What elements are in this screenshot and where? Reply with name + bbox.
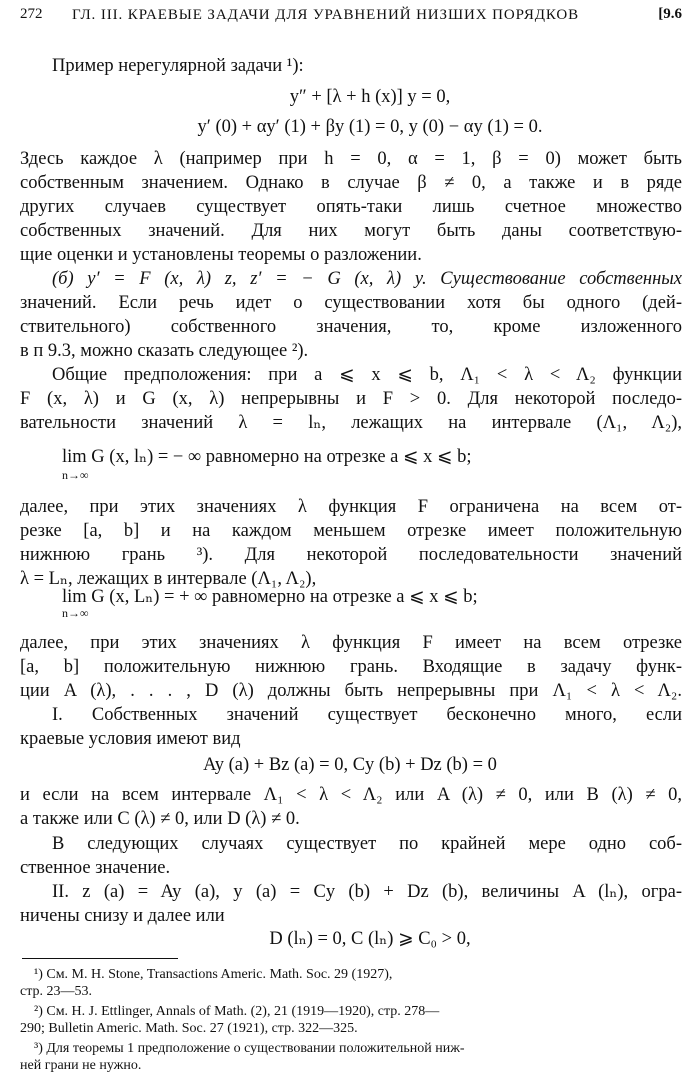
text-line: [a, b] положительную нижнюю грань. Входящие в задачу функ- [20, 657, 682, 677]
footnote: ¹) См. M. H. Stone, Transactions Americ. Math. Soc. 29 (1927), [34, 967, 393, 982]
equation: D (lₙ) = 0, C (lₙ) ⩾ C₀ > 0, [269, 929, 471, 949]
page-number: 272 [20, 6, 43, 22]
footnote-rule [22, 958, 178, 959]
text-line: собственных значений. Для них могут быть даны соответствую- [20, 221, 682, 241]
limit-subscript: n→∞ [62, 606, 89, 620]
text-line: Пример нерегулярной задачи ¹): [52, 56, 304, 76]
footnote: ²) См. H. J. Ettlinger, Annals of Math. (2), 21 (1919—1920), стр. 278— [34, 1004, 440, 1019]
text-line: λ = Lₙ, лежащих в интервале (Λ₁, Λ₂), [20, 569, 317, 589]
limit-subscript: n→∞ [62, 468, 89, 482]
text-line: Общие предположения: при a ⩽ x ⩽ b, Λ₁ < λ < Λ₂ функции [52, 365, 682, 385]
text-line: ции A (λ), . . . , D (λ) должны быть непрерывны при Λ₁ < λ < Λ₂. [20, 681, 682, 701]
text-line: ственное значение. [20, 858, 171, 878]
text-line: В следующих случаях существует по крайней мере одно соб- [52, 834, 682, 854]
text-line: резке [a, b] и на каждом меньшем отрезке имеет положительную [20, 521, 682, 541]
equation: y″ + [λ + h (x)] y = 0, [289, 87, 451, 107]
text-line: в п 9.3, можно сказать следующее ²). [20, 341, 309, 361]
subsection-heading: (б) y′ = F (x, λ) z, z′ = − G (x, λ) y. Существование собственных [52, 269, 682, 289]
text-line: щие оценки и установлены теоремы о разложении. [20, 245, 422, 265]
text-line: собственным значением. Однако в случае β ≠ 0, а также и в ряде [20, 173, 682, 193]
text-line: ствительного) собственного значения, то, кроме изложенного [20, 317, 682, 337]
text-line: краевые условия имеют вид [20, 729, 241, 749]
text-line: и если на всем интервале Λ₁ < λ < Λ₂ или A (λ) ≠ 0, или B (λ) ≠ 0, [20, 785, 682, 805]
text-line: II. z (a) = Ay (a), y (a) = Cy (b) + Dz (b), величины A (lₙ), огра- [52, 882, 682, 902]
text-line: F (x, λ) и G (x, λ) непрерывны и F > 0. Для некоторой последо- [20, 389, 682, 409]
text-line: I. Собственных значений существует бесконечно много, если [52, 705, 682, 725]
running-header [20, 6, 682, 26]
text-line: а также или C (λ) ≠ 0, или D (λ) ≠ 0. [20, 809, 300, 829]
text-line: Здесь каждое λ (например при h = 0, α = 1, β = 0) может быть [20, 149, 682, 169]
section-marker: [9.6 [658, 6, 682, 22]
text-line: других случаев существует опять-таки лишь счетное множество [20, 197, 682, 217]
chapter-title: ГЛ. III. КРАЕВЫЕ ЗАДАЧИ ДЛЯ УРАВНЕНИЙ НИЗШИХ ПОРЯДКОВ [72, 7, 580, 23]
text-line: значений. Если речь идет о существовании хотя бы одного (дей- [20, 293, 682, 313]
equation: lim G (x, Lₙ) = + ∞ равномерно на отрезке a ⩽ x ⩽ b; [62, 587, 478, 607]
equation: Ay (a) + Bz (a) = 0, Cy (b) + Dz (b) = 0 [203, 755, 497, 775]
footnote: ³) Для теоремы 1 предположение о существовании положительной ниж- [34, 1041, 465, 1056]
equation: lim G (x, lₙ) = − ∞ равномерно на отрезке a ⩽ x ⩽ b; [62, 447, 472, 467]
equation: y′ (0) + αy′ (1) + βy (1) = 0, y (0) − αy (1) = 0. [197, 117, 543, 137]
text-line: далее, при этих значениях λ функция F ограничена на всем от- [20, 497, 682, 517]
text-line: далее, при этих значениях λ функция F имеет на всем отрезке [20, 633, 682, 653]
text-line: вательности значений λ = lₙ, лежащих на интервале (Λ₁, Λ₂), [20, 413, 682, 433]
text-line: ничены снизу и далее или [20, 906, 225, 926]
footnote: стр. 23—53. [20, 984, 93, 999]
footnote: ней грани не нужно. [20, 1058, 142, 1073]
text-line: нижнюю грань ³). Для некоторой последовательности значений [20, 545, 682, 565]
footnote: 290; Bulletin Americ. Math. Soc. 27 (1921), стр. 322—325. [20, 1021, 358, 1036]
